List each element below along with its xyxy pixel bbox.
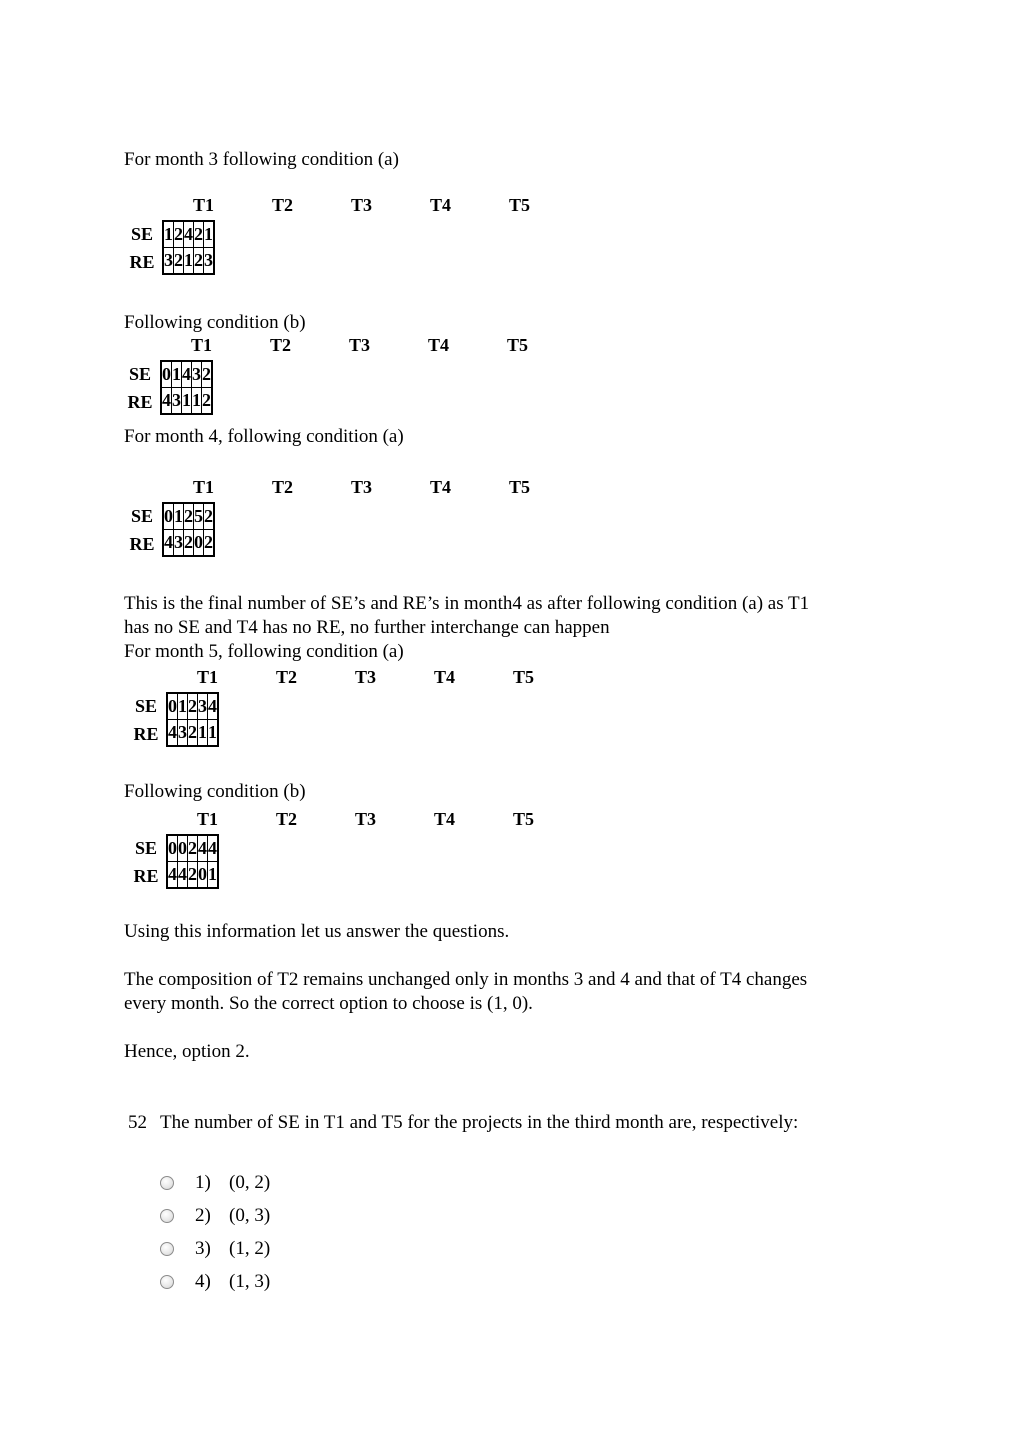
note-line: has no SE and T4 has no RE, no further interchange can happen: [124, 617, 610, 638]
table-cell: 5: [194, 503, 204, 530]
section-heading: Following condition (b): [124, 781, 306, 802]
table-cell: 4: [182, 361, 192, 388]
table-cell: 1: [184, 248, 194, 275]
table-row: [167, 862, 218, 889]
column-header: T1: [192, 477, 214, 497]
radio-button-icon[interactable]: [160, 1209, 174, 1223]
column-header: T5: [506, 335, 528, 355]
table-cell: 0: [194, 530, 204, 557]
option-value: (1, 3): [229, 1271, 271, 1292]
option-number: 3): [195, 1238, 211, 1259]
row-header: SE: [128, 364, 152, 384]
table-cell: 1: [163, 221, 174, 248]
table-cell: 2: [174, 248, 184, 275]
table-cell: 3: [178, 720, 188, 747]
composition-line: The composition of T2 remains unchanged only in months 3 and 4 and that of T4 changes: [124, 969, 808, 990]
table-cell: 2: [188, 862, 198, 889]
table-cell: 0: [167, 835, 178, 862]
row-header: SE: [134, 838, 158, 858]
section-heading: Following condition (b): [124, 312, 306, 333]
table-cell: 4: [208, 835, 219, 862]
table-cell: 2: [188, 835, 198, 862]
table-cell: 2: [174, 221, 184, 248]
column-header: T4: [433, 809, 455, 829]
column-header: T3: [350, 477, 372, 497]
column-header: T2: [271, 477, 293, 497]
table-cell: 4: [208, 693, 219, 720]
table-cell: 4: [167, 862, 178, 889]
column-header: T1: [192, 195, 214, 215]
column-header: T3: [350, 195, 372, 215]
table-cell: 0: [178, 835, 188, 862]
table-cell: 4: [163, 530, 174, 557]
table-cell: 0: [167, 693, 178, 720]
composition-line: every month. So the correct option to choose is (1, 0).: [124, 993, 533, 1014]
option-number: 4): [195, 1271, 211, 1292]
table-cell: 4: [167, 720, 178, 747]
table-cell: 1: [204, 221, 215, 248]
table-cell: 1: [208, 862, 219, 889]
option-number: 1): [195, 1172, 211, 1193]
section-heading: For month 3 following condition (a): [124, 149, 399, 170]
table-cell: 3: [163, 248, 174, 275]
table-cell: 2: [184, 503, 194, 530]
column-header: T3: [354, 667, 376, 687]
column-header: T4: [429, 195, 451, 215]
question-number: 52: [128, 1112, 147, 1133]
row-header: SE: [130, 506, 154, 526]
column-header: T5: [508, 477, 530, 497]
table-row: [167, 835, 218, 862]
table-row: [163, 221, 214, 248]
column-header: T5: [512, 667, 534, 687]
table-cell: 2: [204, 503, 215, 530]
values-grid: [162, 502, 215, 557]
table-row: [167, 720, 218, 747]
column-header: T4: [433, 667, 455, 687]
table-cell: 0: [161, 361, 172, 388]
values-grid: [166, 692, 219, 747]
option-value: (1, 2): [229, 1238, 271, 1259]
table-cell: 2: [204, 530, 215, 557]
table-cell: 0: [163, 503, 174, 530]
table-cell: 1: [192, 388, 202, 415]
question-text: The number of SE in T1 and T5 for the projects in the third month are, respectively:: [160, 1112, 799, 1133]
hence-text: Hence, option 2.: [124, 1041, 250, 1062]
table-cell: 4: [178, 862, 188, 889]
values-grid: [166, 834, 219, 889]
table-cell: 3: [198, 693, 208, 720]
radio-button-icon[interactable]: [160, 1176, 174, 1190]
table-cell: 2: [194, 221, 204, 248]
table-cell: 3: [174, 530, 184, 557]
table-cell: 4: [198, 835, 208, 862]
row-header: RE: [129, 534, 155, 554]
row-header: RE: [127, 392, 153, 412]
column-header: T4: [427, 335, 449, 355]
column-header: T2: [275, 809, 297, 829]
table-cell: 3: [192, 361, 202, 388]
column-header: T2: [275, 667, 297, 687]
option-value: (0, 2): [229, 1172, 271, 1193]
table-cell: 4: [161, 388, 172, 415]
column-header: T5: [512, 809, 534, 829]
table-cell: 3: [204, 248, 215, 275]
row-header: SE: [130, 224, 154, 244]
row-header: RE: [133, 866, 159, 886]
note-line: This is the final number of SE’s and RE’s in month4 as after following condition (a) as T1: [124, 593, 810, 614]
column-header: T1: [196, 809, 218, 829]
table-cell: 0: [198, 862, 208, 889]
section-heading: For month 4, following condition (a): [124, 426, 404, 447]
table-cell: 2: [188, 693, 198, 720]
table-row: [163, 248, 214, 275]
column-header: T3: [354, 809, 376, 829]
option-value: (0, 3): [229, 1205, 271, 1226]
table-cell: 1: [178, 693, 188, 720]
section-heading: For month 5, following condition (a): [124, 641, 404, 662]
row-header: RE: [133, 724, 159, 744]
column-header: T2: [271, 195, 293, 215]
table-cell: 1: [174, 503, 184, 530]
table-cell: 1: [198, 720, 208, 747]
table-cell: 1: [182, 388, 192, 415]
radio-button-icon[interactable]: [160, 1275, 174, 1289]
table-cell: 1: [172, 361, 182, 388]
option-number: 2): [195, 1205, 211, 1226]
column-header: T2: [269, 335, 291, 355]
column-header: T4: [429, 477, 451, 497]
radio-button-icon[interactable]: [160, 1242, 174, 1256]
using-info-text: Using this information let us answer the questions.: [124, 921, 510, 942]
table-cell: 4: [184, 221, 194, 248]
values-grid: [162, 220, 215, 275]
column-header: T3: [348, 335, 370, 355]
row-header: SE: [134, 696, 158, 716]
table-cell: 1: [208, 720, 219, 747]
table-cell: 2: [188, 720, 198, 747]
table-cell: 2: [194, 248, 204, 275]
table-row: [161, 388, 212, 415]
table-cell: 2: [202, 361, 213, 388]
table-cell: 2: [184, 530, 194, 557]
column-header: T5: [508, 195, 530, 215]
row-header: RE: [129, 252, 155, 272]
table-cell: 2: [202, 388, 213, 415]
values-grid: [160, 360, 213, 415]
table-row: [163, 503, 214, 530]
table-row: [161, 361, 212, 388]
table-row: [163, 530, 214, 557]
table-cell: 3: [172, 388, 182, 415]
column-header: T1: [190, 335, 212, 355]
column-header: T1: [196, 667, 218, 687]
table-row: [167, 693, 218, 720]
